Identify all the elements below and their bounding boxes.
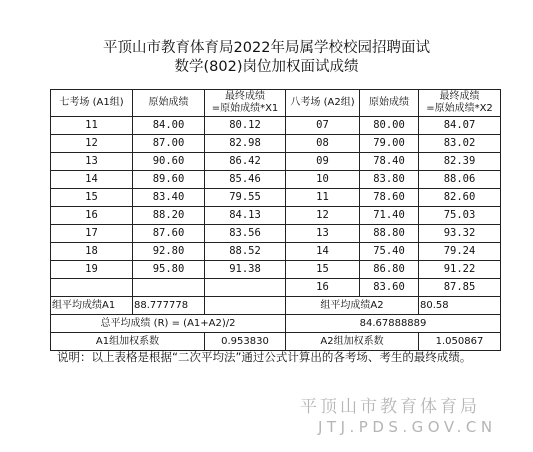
cell-b-id: 13 <box>286 225 360 243</box>
table-row <box>51 117 501 135</box>
group-average-b-value: 80.58 <box>419 297 501 315</box>
cell-b-raw: 83.80 <box>360 171 419 189</box>
total-average-row <box>51 315 501 333</box>
cell-a-final: 83.56 <box>205 225 286 243</box>
cell-a-raw: 87.00 <box>133 135 205 153</box>
group-average-row <box>51 297 501 315</box>
total-average-label: 总平均成绩 (R) = (A1+A2)/2 <box>51 315 286 333</box>
coefficient-a-value: 0.953830 <box>205 333 286 351</box>
cell-a-id: 14 <box>51 171 133 189</box>
cell-b-final: 83.02 <box>419 135 501 153</box>
header-final-a <box>205 90 286 117</box>
total-average-value: 84.67888889 <box>286 315 501 333</box>
cell-b-raw: 75.40 <box>360 243 419 261</box>
group-average-a-value: 88.777778 <box>133 297 205 315</box>
cell-b-raw: 79.00 <box>360 135 419 153</box>
group-average-a-blank <box>205 297 286 315</box>
table-row <box>51 225 501 243</box>
cell-a-raw: 83.40 <box>133 189 205 207</box>
cell-b-raw: 86.80 <box>360 261 419 279</box>
header-final-a-line2: =原始成绩*X1 <box>211 103 279 114</box>
cell-a-raw: 95.80 <box>133 261 205 279</box>
header-raw-b: 原始成绩 <box>360 90 419 117</box>
header-room-b: 八考场 (A2组) <box>286 90 360 117</box>
page-subtitle: 数学(802)岗位加权面试成绩 <box>174 59 359 75</box>
cell-b-final: 82.39 <box>419 153 501 171</box>
cell-a-id: 15 <box>51 189 133 207</box>
table-row <box>51 135 501 153</box>
cell-a-final: 79.55 <box>205 189 286 207</box>
cell-a-raw: 87.60 <box>133 225 205 243</box>
cell-a-final <box>205 279 286 297</box>
cell-b-final: 93.32 <box>419 225 501 243</box>
cell-b-final: 75.03 <box>419 207 501 225</box>
cell-a-final: 80.12 <box>205 117 286 135</box>
cell-a-raw: 88.20 <box>133 207 205 225</box>
table-row <box>51 261 501 279</box>
cell-a-id: 18 <box>51 243 133 261</box>
cell-a-id: 17 <box>51 225 133 243</box>
table-header-row <box>51 90 501 117</box>
header-room-a: 七考场 (A1组) <box>51 90 133 117</box>
watermark-title: 平顶山市教育体育局 <box>300 397 480 417</box>
coefficient-b-label: A2组加权系数 <box>286 333 419 351</box>
cell-b-final: 91.22 <box>419 261 501 279</box>
cell-b-final: 82.60 <box>419 189 501 207</box>
watermark-url: JTJ.PDS.GOV.CN <box>318 418 497 436</box>
cell-a-id: 11 <box>51 117 133 135</box>
cell-b-final: 88.06 <box>419 171 501 189</box>
cell-a-final: 88.52 <box>205 243 286 261</box>
header-final-b <box>419 90 501 117</box>
coefficient-a-label: A1组加权系数 <box>51 333 205 351</box>
score-table-body <box>51 117 501 297</box>
group-average-a-label: 组平均成绩A1 <box>51 297 133 315</box>
table-row <box>51 189 501 207</box>
cell-a-final: 84.13 <box>205 207 286 225</box>
explanation-note: 说明：以上表格是根据“二次平均法”通过公式计算出的各考场、考生的最终成绩。 <box>57 350 472 364</box>
cell-b-id: 10 <box>286 171 360 189</box>
cell-b-id: 11 <box>286 189 360 207</box>
cell-b-raw: 78.60 <box>360 189 419 207</box>
cell-b-id: 09 <box>286 153 360 171</box>
cell-a-id: 12 <box>51 135 133 153</box>
cell-a-id: 16 <box>51 207 133 225</box>
cell-b-raw: 83.60 <box>360 279 419 297</box>
cell-b-raw: 78.40 <box>360 153 419 171</box>
header-final-b-line1: 最终成绩 <box>439 91 480 102</box>
cell-a-raw: 90.60 <box>133 153 205 171</box>
cell-b-raw: 71.40 <box>360 207 419 225</box>
cell-a-raw <box>133 279 205 297</box>
cell-a-raw: 89.60 <box>133 171 205 189</box>
cell-b-id: 14 <box>286 243 360 261</box>
group-average-b-label: 组平均成绩A2 <box>286 297 419 315</box>
cell-a-raw: 92.80 <box>133 243 205 261</box>
cell-a-id: 13 <box>51 153 133 171</box>
table-row <box>51 207 501 225</box>
coefficient-row <box>51 333 501 351</box>
cell-a-final: 82.98 <box>205 135 286 153</box>
cell-b-final: 84.07 <box>419 117 501 135</box>
header-final-b-line2: =原始成绩*X2 <box>426 103 493 114</box>
cell-b-raw: 88.80 <box>360 225 419 243</box>
table-row <box>51 171 501 189</box>
header-final-a-line1: 最终成绩 <box>225 91 265 102</box>
cell-a-id: 19 <box>51 261 133 279</box>
cell-a-final: 91.38 <box>205 261 286 279</box>
cell-b-id: 12 <box>286 207 360 225</box>
cell-b-raw: 80.00 <box>360 117 419 135</box>
cell-a-raw: 84.00 <box>133 117 205 135</box>
cell-b-id: 07 <box>286 117 360 135</box>
header-raw-a: 原始成绩 <box>133 90 205 117</box>
cell-b-final: 87.85 <box>419 279 501 297</box>
cell-b-final: 79.24 <box>419 243 501 261</box>
cell-a-id <box>51 279 133 297</box>
table-row <box>51 243 501 261</box>
table-row <box>51 153 501 171</box>
cell-a-final: 85.46 <box>205 171 286 189</box>
cell-b-id: 16 <box>286 279 360 297</box>
cell-b-id: 08 <box>286 135 360 153</box>
table-row <box>51 279 501 297</box>
coefficient-b-value: 1.050867 <box>419 333 501 351</box>
page-title: 平顶山市教育体育局2022年局属学校校园招聘面试 <box>103 40 430 56</box>
score-table <box>50 89 501 351</box>
cell-a-final: 86.42 <box>205 153 286 171</box>
cell-b-id: 15 <box>286 261 360 279</box>
